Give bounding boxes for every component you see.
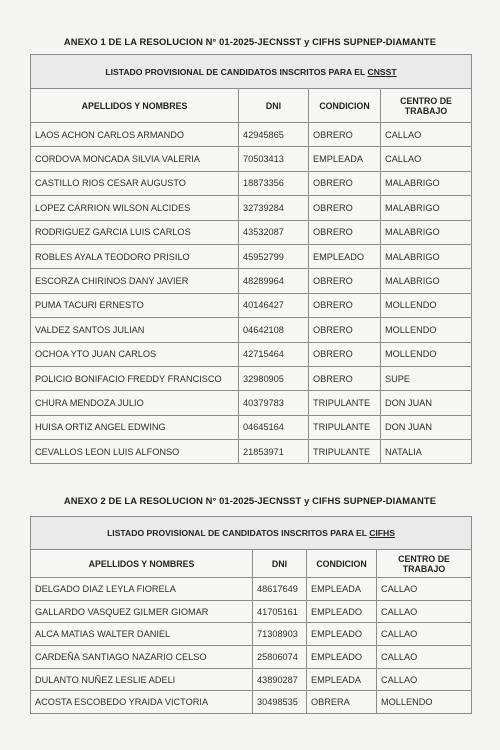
header-centro: CENTRO DE TRABAJO [381,89,472,123]
table-row [31,244,472,268]
header-dni: DNI [253,550,307,578]
cell-centro: CALLAO [381,147,472,171]
cell-dni: 32980905 [239,366,309,390]
anexo2-caption-prefix: LISTADO PROVISIONAL DE CANDIDATOS INSCRITOS PARA EL [107,528,370,538]
cell-condicion: EMPLEADA [307,578,377,601]
cell-centro: CALLAO [377,600,472,623]
cell-condicion: OBRERO [309,196,381,220]
cell-dni: 45952799 [239,244,309,268]
cell-condicion: TRIPULANTE [309,391,381,415]
cell-centro: CALLAO [377,623,472,646]
table-row [31,366,472,390]
table-row [31,623,472,646]
table-row [31,293,472,317]
table-row [31,391,472,415]
cell-name: POLICIO BONIFACIO FREDDY FRANCISCO [31,366,239,390]
cell-centro: MALABRIGO [381,269,472,293]
cell-condicion: EMPLEADO [307,600,377,623]
cell-name: CEVALLOS LEON LUIS ALFONSO [31,440,239,464]
cell-condicion: OBRERO [309,342,381,366]
anexo1-caption-prefix: LISTADO PROVISIONAL DE CANDIDATOS INSCRITOS PARA EL [105,66,368,77]
cell-condicion: EMPLEADO [307,646,377,669]
anexo1-title: ANEXO 1 DE LA RESOLUCION N° 01-2025-JECNSST y CIFHS SUPNEP-DIAMANTE [63,36,437,47]
table-row [31,646,472,669]
cell-dni: 42945865 [239,123,309,147]
cell-name: RODRIGUEZ GARCIA LUIS CARLOS [31,220,239,244]
cell-condicion: EMPLEADA [309,147,381,171]
cell-name: OCHOA YTO JUAN CARLOS [31,342,239,366]
cell-name: LOPEZ CARRION WILSON ALCIDES [31,196,239,220]
cell-name: CORDOVA MONCADA SILVIA VALERIA [31,147,239,171]
anexo2-caption-body: CIFHS [369,528,395,538]
table-row [31,415,472,439]
cell-condicion: OBRERO [309,220,381,244]
cell-dni: 32739284 [239,196,309,220]
cell-condicion: EMPLEADO [309,244,381,268]
header-centro: CENTRO DE TRABAJO [377,550,472,578]
cell-centro: MALABRIGO [381,171,472,195]
cell-dni: 25806074 [253,646,307,669]
cell-dni: 40146427 [239,293,309,317]
cell-centro: CALLAO [377,668,472,691]
cell-dni: 42715464 [239,342,309,366]
cell-name: CHURA MENDOZA JULIO [31,391,239,415]
cell-dni: 18873356 [239,171,309,195]
cell-name: GALLARDO VASQUEZ GILMER GIOMAR [31,600,253,623]
cell-dni: 21853971 [239,440,309,464]
anexo2-title: ANEXO 2 DE LA RESOLUCION N° 01-2025-JECNSST y CIFHS SUPNEP-DIAMANTE [63,495,437,506]
cell-condicion: TRIPULANTE [309,415,381,439]
table-row [31,220,472,244]
cell-dni: 40379783 [239,391,309,415]
anexo2-caption [31,517,472,550]
table-row [31,147,472,171]
cell-dni: 43890287 [253,668,307,691]
cell-dni: 43532087 [239,220,309,244]
table-row [31,123,472,147]
cell-name: CARDEÑA SANTIAGO NAZARIO CELSO [31,646,253,669]
cell-dni: 70503413 [239,147,309,171]
anexo2-table [30,516,472,714]
table-row [31,578,472,601]
cell-dni: 30498535 [253,691,307,714]
cell-name: LAOS ACHON CARLOS ARMANDO [31,123,239,147]
cell-centro: DON JUAN [381,415,472,439]
anexo1-rows [31,123,472,464]
cell-condicion: OBRERO [309,318,381,342]
table-row [31,440,472,464]
cell-centro: NATALIA [381,440,472,464]
cell-centro: MALABRIGO [381,220,472,244]
table-row [31,269,472,293]
header-name: APELLIDOS Y NOMBRES [31,89,239,123]
cell-dni: 04645164 [239,415,309,439]
cell-dni: 41705161 [253,600,307,623]
cell-name: PUMA TACURI ERNESTO [31,293,239,317]
cell-name: DELGADO DIAZ LEYLA FIORELA [31,578,253,601]
cell-condicion: EMPLEADA [307,668,377,691]
cell-condicion: OBRERO [309,293,381,317]
table-row [31,318,472,342]
header-condicion: CONDICION [309,89,381,123]
cell-centro: MOLLENDO [381,342,472,366]
cell-condicion: OBRERO [309,366,381,390]
table-row [31,171,472,195]
cell-name: HUISA ORTIZ ANGEL EDWING [31,415,239,439]
cell-name: CASTILLO RIOS CESAR AUGUSTO [31,171,239,195]
cell-centro: MOLLENDO [381,318,472,342]
anexo1-table [30,54,472,464]
cell-centro: MOLLENDO [377,691,472,714]
cell-centro: MALABRIGO [381,244,472,268]
cell-condicion: TRIPULANTE [309,440,381,464]
cell-centro: MOLLENDO [381,293,472,317]
cell-centro: MALABRIGO [381,196,472,220]
cell-dni: 04642108 [239,318,309,342]
cell-centro: CALLAO [377,646,472,669]
table-row [31,668,472,691]
cell-name: ROBLES AYALA TEODORO PRISILO [31,244,239,268]
cell-dni: 71308903 [253,623,307,646]
cell-name: DULANTO NUÑEZ LESLIE ADELI [31,668,253,691]
table-row [31,342,472,366]
anexo2-rows [31,578,472,714]
cell-condicion: OBRERO [309,269,381,293]
header-condicion: CONDICION [307,550,377,578]
table-row [31,600,472,623]
table-row [31,196,472,220]
anexo1-caption [31,55,472,89]
cell-centro: DON JUAN [381,391,472,415]
anexo1-caption-body: CNSST [367,66,397,77]
cell-name: ALCA MATIAS WALTER DANIEL [31,623,253,646]
cell-centro: CALLAO [377,578,472,601]
cell-name: ACOSTA ESCOBEDO YRAIDA VICTORIA [31,691,253,714]
header-name: APELLIDOS Y NOMBRES [31,550,253,578]
table-row [31,691,472,714]
cell-condicion: OBRERA [307,691,377,714]
cell-name: VALDEZ SANTOS JULIAN [31,318,239,342]
cell-centro: CALLAO [381,123,472,147]
cell-dni: 48617649 [253,578,307,601]
cell-dni: 48289964 [239,269,309,293]
header-dni: DNI [239,89,309,123]
cell-condicion: OBRERO [309,123,381,147]
cell-condicion: OBRERO [309,171,381,195]
cell-name: ESCORZA CHIRINOS DANY JAVIER [31,269,239,293]
cell-centro: SUPE [381,366,472,390]
cell-condicion: EMPLEADO [307,623,377,646]
